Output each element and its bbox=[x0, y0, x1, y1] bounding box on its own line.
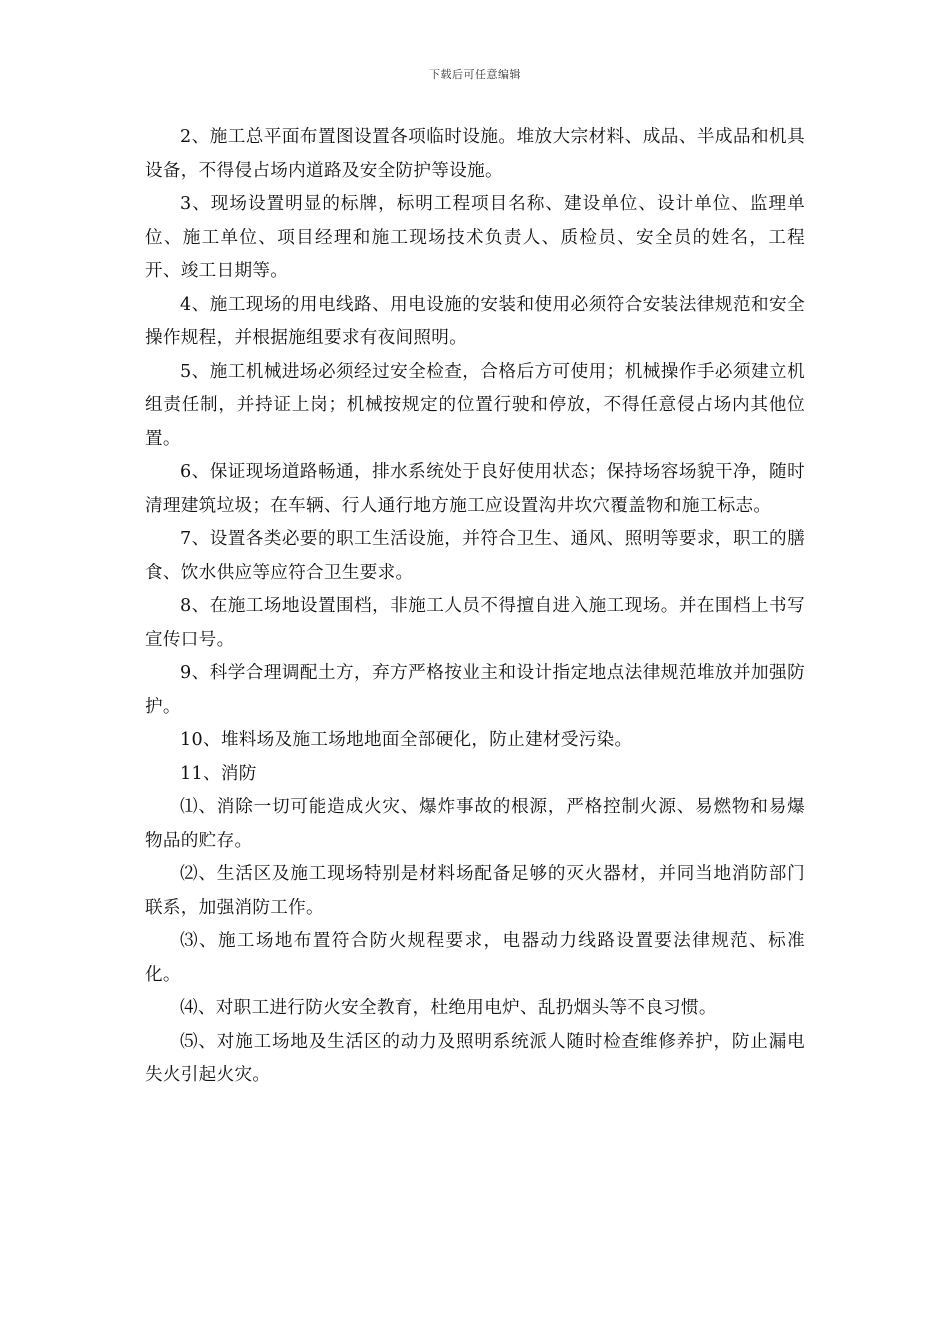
page-header: 下载后可任意编辑 bbox=[429, 68, 521, 81]
paragraph-item-8: 8、在施工场地设置围档，非施工人员不得擅自进入施工现场。并在围档上书写宣传口号。 bbox=[145, 596, 805, 650]
fire-item-3: ⑶、施工场地布置符合防火规程要求，电器动力线路设置要法律规范、标准化。 bbox=[145, 931, 805, 985]
paragraph-item-2: 2、施工总平面布置图设置各项临时设施。堆放大宗材料、成品、半成品和机具设备，不得侵占场内道路及安全防护等设施。 bbox=[145, 127, 805, 181]
fire-item-4: ⑷、对职工进行防火安全教育，杜绝用电炉、乱扔烟头等不良习惯。 bbox=[180, 998, 717, 1018]
fire-item-1: ⑴、消除一切可能造成火灾、爆炸事故的根源，严格控制火源、易燃物和易爆物品的贮存。 bbox=[145, 797, 805, 851]
fire-item-5: ⑸、对施工场地及生活区的动力及照明系统派人随时检查维修养护，防止漏电失火引起火灾。 bbox=[145, 1031, 805, 1085]
paragraph-item-7: 7、设置各类必要的职工生活设施，并符合卫生、通风、照明等要求，职工的膳食、饮水供应等应符合卫生要求。 bbox=[145, 529, 805, 583]
paragraph-item-5: 5、施工机械进场必须经过安全检查，合格后方可使用；机械操作手必须建立机组责任制，并持证上岗；机械按规定的位置行驶和停放，不得任意侵占场内其他位置。 bbox=[145, 361, 805, 449]
paragraph-item-3: 3、现场设置明显的标牌，标明工程项目名称、建设单位、设计单位、监理单位、施工单位、项目经理和施工现场技术负责人、质检员、安全员的姓名，工程开、竣工日期等。 bbox=[145, 194, 805, 281]
section-heading-fire-protection: 11、消防 bbox=[180, 763, 257, 784]
document-body bbox=[145, 121, 805, 1093]
paragraph-item-10: 10、堆料场及施工场地地面全部硬化，防止建材受污染。 bbox=[180, 730, 633, 750]
paragraph-item-9: 9、科学合理调配土方，弃方严格按业主和设计指定地点法律规范堆放并加强防护。 bbox=[145, 663, 805, 717]
fire-item-2: ⑵、生活区及施工现场特别是材料场配备足够的灭火器材，并同当地消防部门联系，加强消防工作。 bbox=[145, 864, 805, 918]
paragraph-item-4: 4、施工现场的用电线路、用电设施的安装和使用必须符合安装法律规范和安全操作规程，并根据施组要求有夜间照明。 bbox=[145, 294, 805, 348]
paragraph-item-6: 6、保证现场道路畅通，排水系统处于良好使用状态；保持场容场貌干净，随时清理建筑垃圾；在车辆、行人通行地方施工应设置沟井坎穴覆盖物和施工标志。 bbox=[145, 462, 805, 516]
